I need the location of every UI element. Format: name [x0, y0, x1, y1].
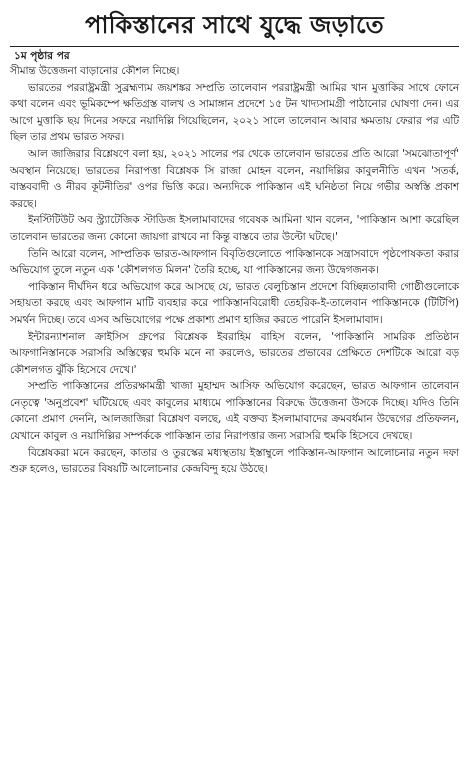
paragraph: আল জাজিরার বিশ্লেষণে বলা হয়, ২০২১ সালের পর থেকে তালেবান ভারতের প্রতি আরো 'সমঝোতাপূর্ণ' অবস্থান নিয়েছে। ভারতের নিরাপত্তা বিশ্লেষক সি রাজা মোহন বলেন, নয়াদিল্লির কাবুলনীতি এখন 'সতর্ক, বাস্তববাদী ও নীরব কূটনীতির' ওপর ভিত্তি করে। অন্যদিকে পাকিস্তান এই ঘনিষ্ঠতা নিয়ে গভীর অস্বস্তি প্রকাশ করছে।: [10, 147, 459, 210]
paragraph-continuation: সীমান্ত উত্তেজনা বাড়ানোর কৌশল নিচ্ছে।: [10, 65, 180, 77]
paragraph: ভারতের পররাষ্ট্রমন্ত্রী সুব্রহ্মণ্যম জয়শঙ্কর সম্প্রতি তালেবান পররাষ্ট্রমন্ত্রী আমির খান মুত্তাকির সাথে ফোনে কথা বলেন এবং ভূমিকম্পে ক্ষতিগ্রস্ত বালখ ও সামাঙ্গান প্রদেশে ১৫ টন খাদ্যসামগ্রী পাঠানোর ঘোষণা দেন। এর আগে মুত্তাকি ছয় দিনের সফরে নয়াদিল্লি গিয়েছিলেন, ২০২১ সালে তালেবান আবার ক্ষমতায় ফেরার পর এটি ছিল তার প্রথম ভারত সফর।: [10, 81, 459, 144]
paragraph: পাকিস্তান দীর্ঘদিন ধরে অভিযোগ করে আসছে যে, ভারত বেলুচিস্তান প্রদেশে বিচ্ছিন্নতাবাদী গোষ্ঠীগুলোকে সহায়তা করছে এবং আফগান মাটি ব্যবহার করে পাকিস্তানবিরোধী তেহরিক-ই-তালেবান পাকিস্তানকে (টিটিপি) সমর্থন দিচ্ছে। তবে এসব অভিযোগের পক্ষে প্রকাশ্য প্রমাণ হাজির করতে পারেনি ইসলামাবাদ।: [10, 280, 459, 326]
paragraph: তিনি আরো বলেন, সাম্প্রতিক ভারত-আফগান বিবৃতিগুলোতে পাকিস্তানকে সন্ত্রাসবাদে পৃষ্ঠপোষকতা করার অভিযোগ তুলে নতুন এক 'কৌশলগত মিলন' তৈরি হচ্ছে, যা পাকিস্তানের জন্য উদ্বেগজনক।: [10, 247, 459, 277]
paragraph: বিশ্লেষকরা মনে করছেন, কাতার ও তুরস্কের মধ্যস্থতায় ইস্তাম্বুলে পাকিস্তান-আফগান আলোচনার নতুন দফা শুরু হলেও, ভারতের বিষয়টি আলোচনার কেন্দ্রবিন্দু হয়ে উঠছে।: [10, 446, 459, 476]
paragraph: ইন্টারন্যাশনাল ক্রাইসিস গ্রুপের বিশ্লেষক ইবরাহিম বাহিস বলেন, 'পাকিস্তানি সামরিক প্রতিষ্ঠান আফগানিস্তানকে সরাসরি অস্তিত্বের হুমকি মনে না করলেও, ভারতের প্রভাবের প্রেক্ষিতে দেশটিকে আরো বড় কৌশলগত ঝুঁকি হিসেবে দেখে।': [10, 330, 459, 376]
paragraph: ইনস্টিটিউট অব স্ট্র্যাটেজিক স্টাডিজ ইসলামাবাদের গবেষক আমিনা খান বলেন, 'পাকিস্তান আশা করেছিল তালেবান ভারতের জন্য কোনো জায়গা রাখবে না কিন্তু বাস্তবে তার উল্টো ঘটছে।': [10, 214, 459, 243]
headline: পাকিস্তানের সাথে যুদ্ধে জড়াতে: [85, 11, 384, 39]
headline-divider: [10, 46, 459, 47]
continued-from-label: ১ম পৃষ্ঠার পর: [14, 50, 70, 62]
paragraph: সম্প্রতি পাকিস্তানের প্রতিরক্ষামন্ত্রী খাজা মুহাম্মদ আসিফ অভিযোগ করেছেন, ভারত আফগান তালেবান নেতৃত্বে 'অনুপ্রবেশ' ঘটিয়েছে এবং কাবুলের মাধ্যমে পাকিস্তানের বিরুদ্ধে উত্তেজনা উসকে দিচ্ছে। যদিও তিনি কোনো প্রমাণ দেননি, আলজাজিরা বিশ্লেষণ বলছে, এই বক্তব্য ইসলামাবাদের ক্রমবর্ধমান উদ্বেগের প্রতিফলন, যেখানে কাবুল ও নয়াদিল্লির সম্পর্ককে পাকিস্তান তার নিরাপত্তার জন্য সরাসরি হুমকি হিসেবে দেখছে।: [10, 380, 459, 443]
article-body: [10, 63, 459, 478]
